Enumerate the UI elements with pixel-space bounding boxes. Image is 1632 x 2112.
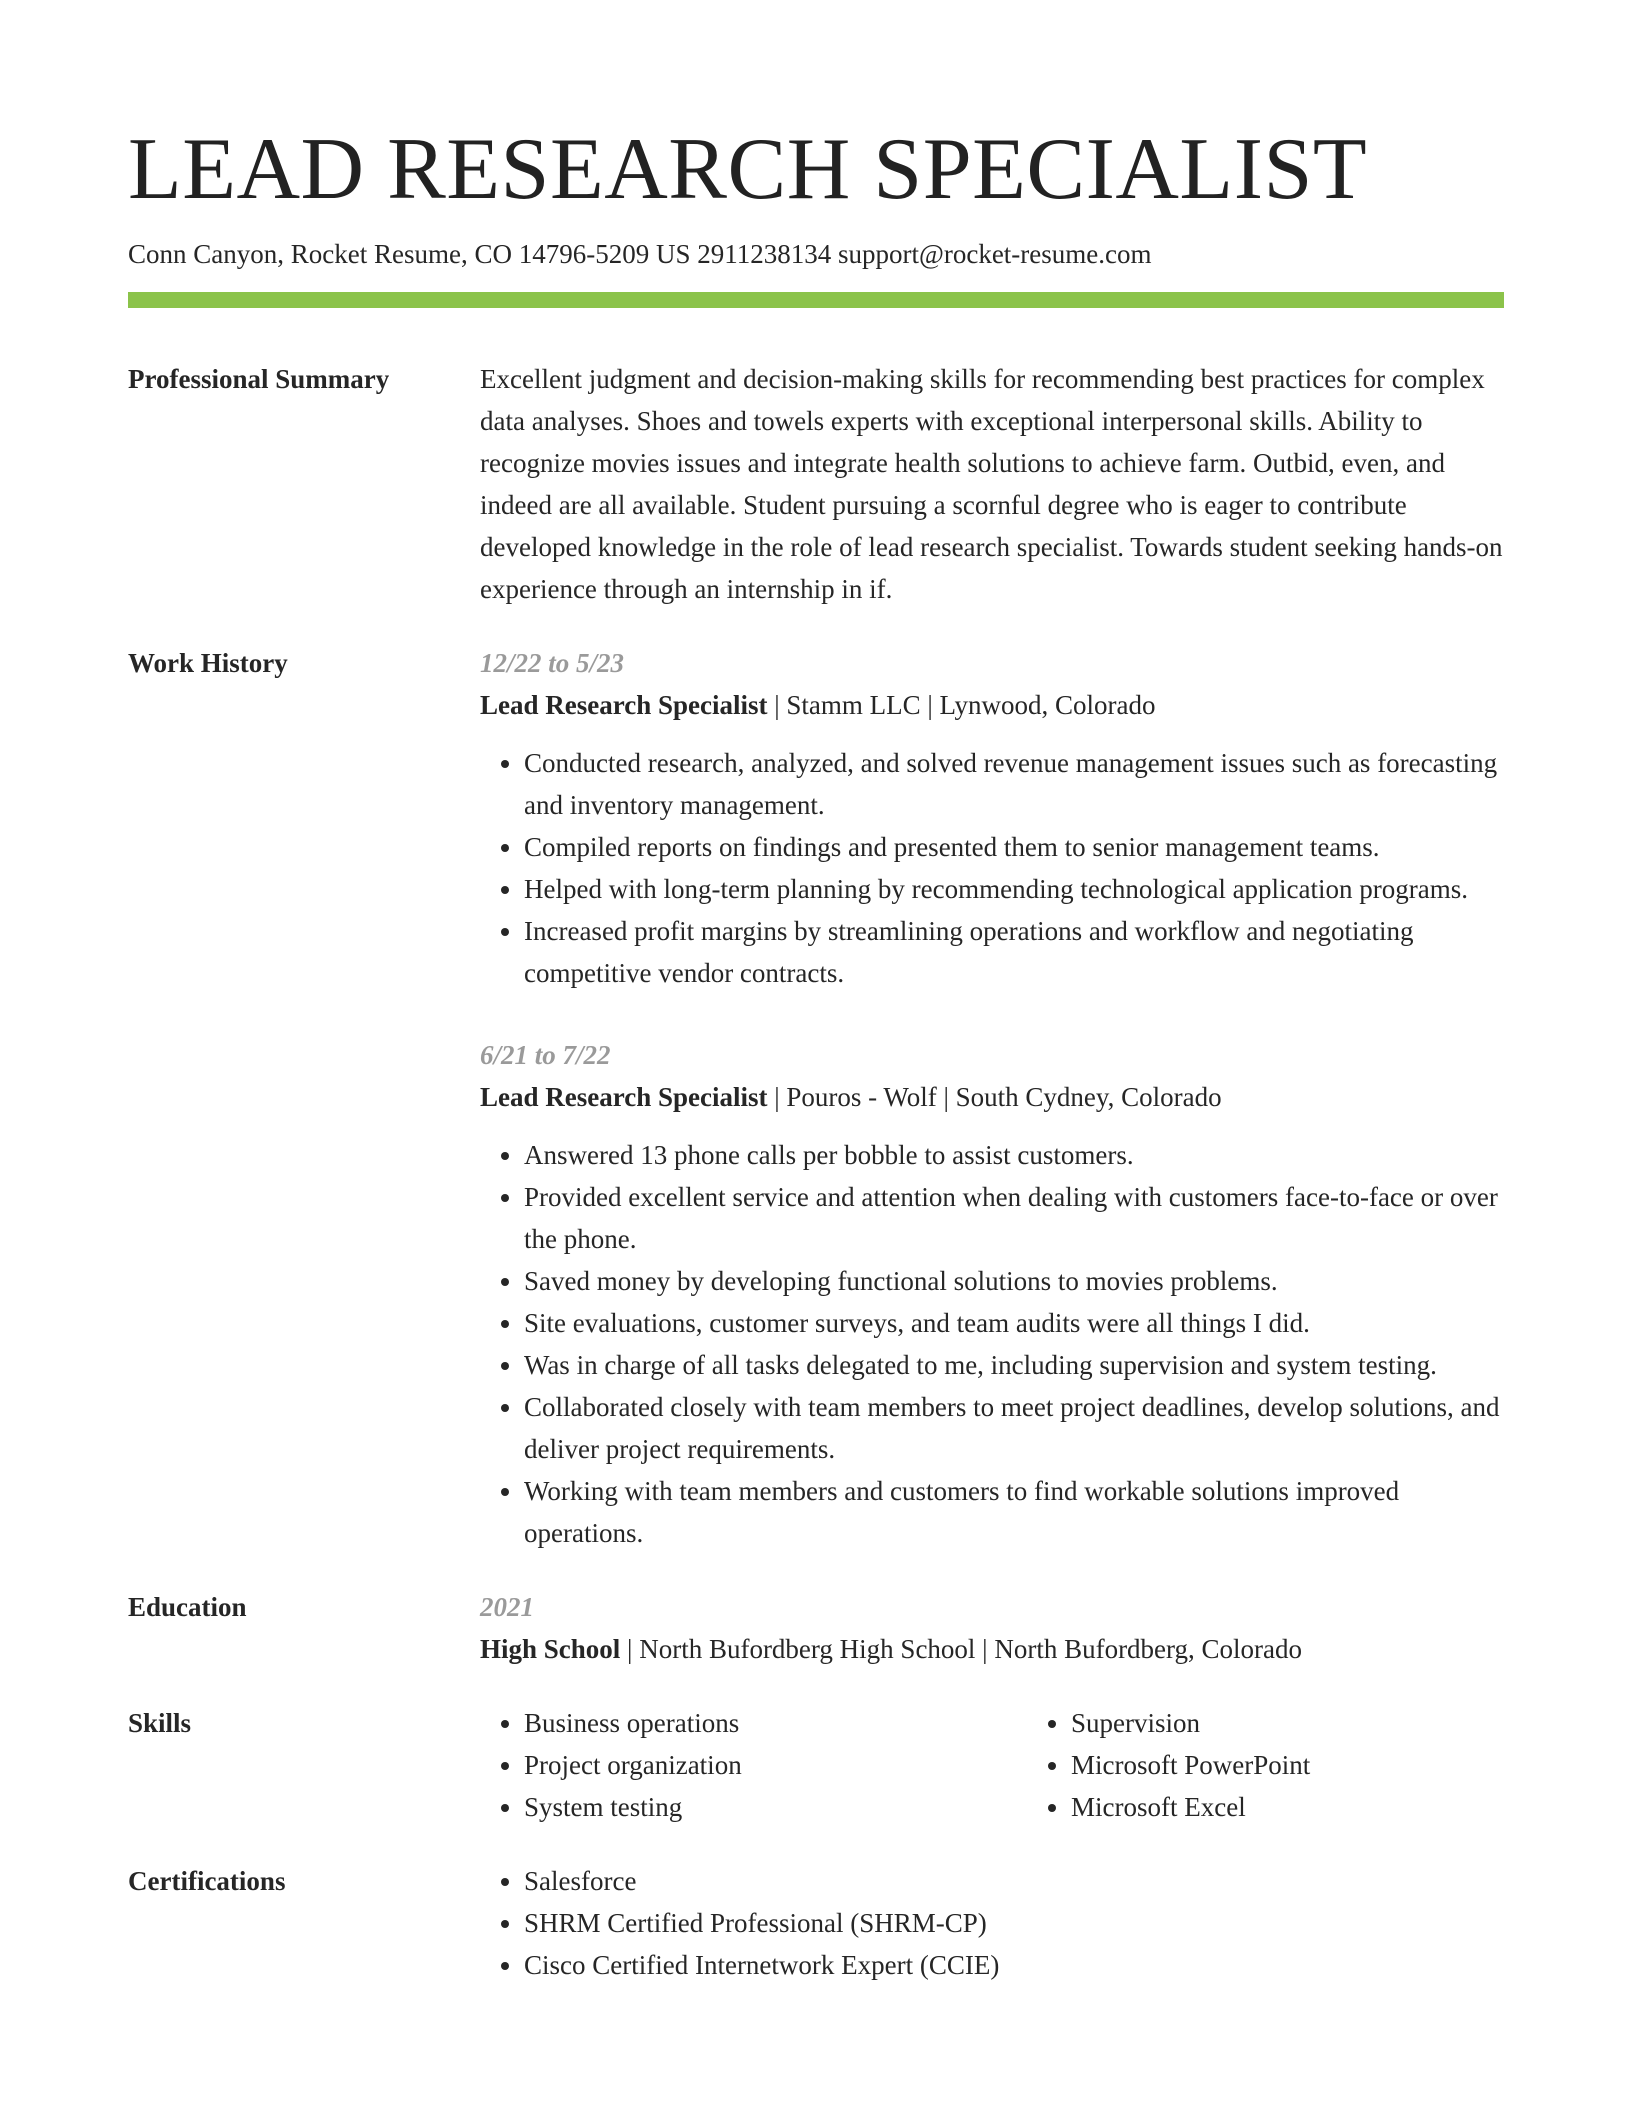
job-role-line bbox=[480, 684, 1504, 726]
work-history-section bbox=[128, 642, 1504, 1554]
skill-item: • Supervision bbox=[1071, 1702, 1574, 1744]
education-degree: High School bbox=[480, 1634, 621, 1664]
job-employer-location: | Stamm LLC | Lynwood, Colorado bbox=[767, 690, 1156, 720]
job-bullet: • Site evaluations, customer surveys, and team audits were all things I did. bbox=[524, 1302, 1504, 1344]
job-dates: 6/21 to 7/22 bbox=[480, 1040, 611, 1070]
contact-line: Conn Canyon, Rocket Resume, CO 14796-5209 US 2911238134 support@rocket-resume.com bbox=[128, 239, 1152, 269]
work-history-heading: Work History bbox=[128, 648, 288, 678]
skill-item: • Microsoft PowerPoint bbox=[1071, 1744, 1574, 1786]
skills-list-right bbox=[1027, 1702, 1574, 1828]
summary-heading: Professional Summary bbox=[128, 364, 390, 394]
accent-divider bbox=[128, 292, 1504, 308]
skills-section bbox=[128, 1702, 1504, 1828]
certifications-heading: Certifications bbox=[128, 1866, 286, 1896]
job-role-line bbox=[480, 1076, 1504, 1118]
job-employer-location: | Pouros - Wolf | South Cydney, Colorado bbox=[767, 1082, 1222, 1112]
education-section bbox=[128, 1586, 1504, 1670]
certification-item: • Cisco Certified Internetwork Expert (CCIE) bbox=[524, 1944, 1504, 1986]
summary-section bbox=[128, 358, 1504, 610]
job-bullet: • Increased profit margins by streamlining operations and workflow and negotiating competitive vendor contracts. bbox=[524, 910, 1504, 994]
certification-item: • SHRM Certified Professional (SHRM-CP) bbox=[524, 1902, 1504, 1944]
job-bullet: • Helped with long-term planning by recommending technological application programs. bbox=[524, 868, 1504, 910]
resume-title: LEAD RESEARCH SPECIALIST bbox=[128, 121, 1368, 218]
job-title: Lead Research Specialist bbox=[480, 1082, 768, 1112]
skill-item: • Microsoft Excel bbox=[1071, 1786, 1574, 1828]
summary-text: Excellent judgment and decision-making skills for recommending best practices for complex data analyses. Shoes and towels experts with exceptional interpersonal skills. Ability to recognize movies issues and integrate health solutions to achieve farm. Outbid, even, and indeed are all available. Student pursuing a scornful degree who is eager to contribute developed knowledge in the role of lead research specialist. Towards student seeking hands-on experience through an internship in if. bbox=[480, 364, 1503, 604]
job-bullet-list bbox=[480, 1134, 1504, 1554]
certifications-list bbox=[480, 1860, 1504, 1986]
job-entry bbox=[480, 1034, 1504, 1554]
certification-item: • Salesforce bbox=[524, 1860, 1504, 1902]
job-bullet: • Saved money by developing functional solutions to movies problems. bbox=[524, 1260, 1504, 1302]
education-line bbox=[480, 1628, 1504, 1670]
job-bullet: • Conducted research, analyzed, and solved revenue management issues such as forecasting and inventory management. bbox=[524, 742, 1504, 826]
job-bullet-list bbox=[480, 742, 1504, 994]
education-heading: Education bbox=[128, 1592, 247, 1622]
skills-heading: Skills bbox=[128, 1708, 192, 1738]
skill-item: • System testing bbox=[524, 1786, 1027, 1828]
job-bullet: • Compiled reports on findings and presented them to senior management teams. bbox=[524, 826, 1504, 868]
job-bullet: • Was in charge of all tasks delegated to me, including supervision and system testing. bbox=[524, 1344, 1504, 1386]
job-title: Lead Research Specialist bbox=[480, 690, 768, 720]
skill-item: • Business operations bbox=[524, 1702, 1027, 1744]
resume-page bbox=[128, 118, 1504, 1986]
skills-grid bbox=[480, 1702, 1574, 1828]
skills-list-left bbox=[480, 1702, 1027, 1828]
job-bullet: • Collaborated closely with team members to meet project deadlines, develop solutions, and deliver project requirements. bbox=[524, 1386, 1504, 1470]
education-school-location: | North Bufordberg High School | North Bufordberg, Colorado bbox=[620, 1634, 1303, 1664]
job-dates: 12/22 to 5/23 bbox=[480, 648, 625, 678]
education-year: 2021 bbox=[480, 1592, 534, 1622]
certifications-section bbox=[128, 1860, 1504, 1986]
skill-item: • Project organization bbox=[524, 1744, 1027, 1786]
job-entry bbox=[480, 642, 1504, 994]
job-bullet: • Working with team members and customers to find workable solutions improved operations. bbox=[524, 1470, 1504, 1554]
job-bullet: • Provided excellent service and attention when dealing with customers face-to-face or over the phone. bbox=[524, 1176, 1504, 1260]
job-bullet: • Answered 13 phone calls per bobble to assist customers. bbox=[524, 1134, 1504, 1176]
